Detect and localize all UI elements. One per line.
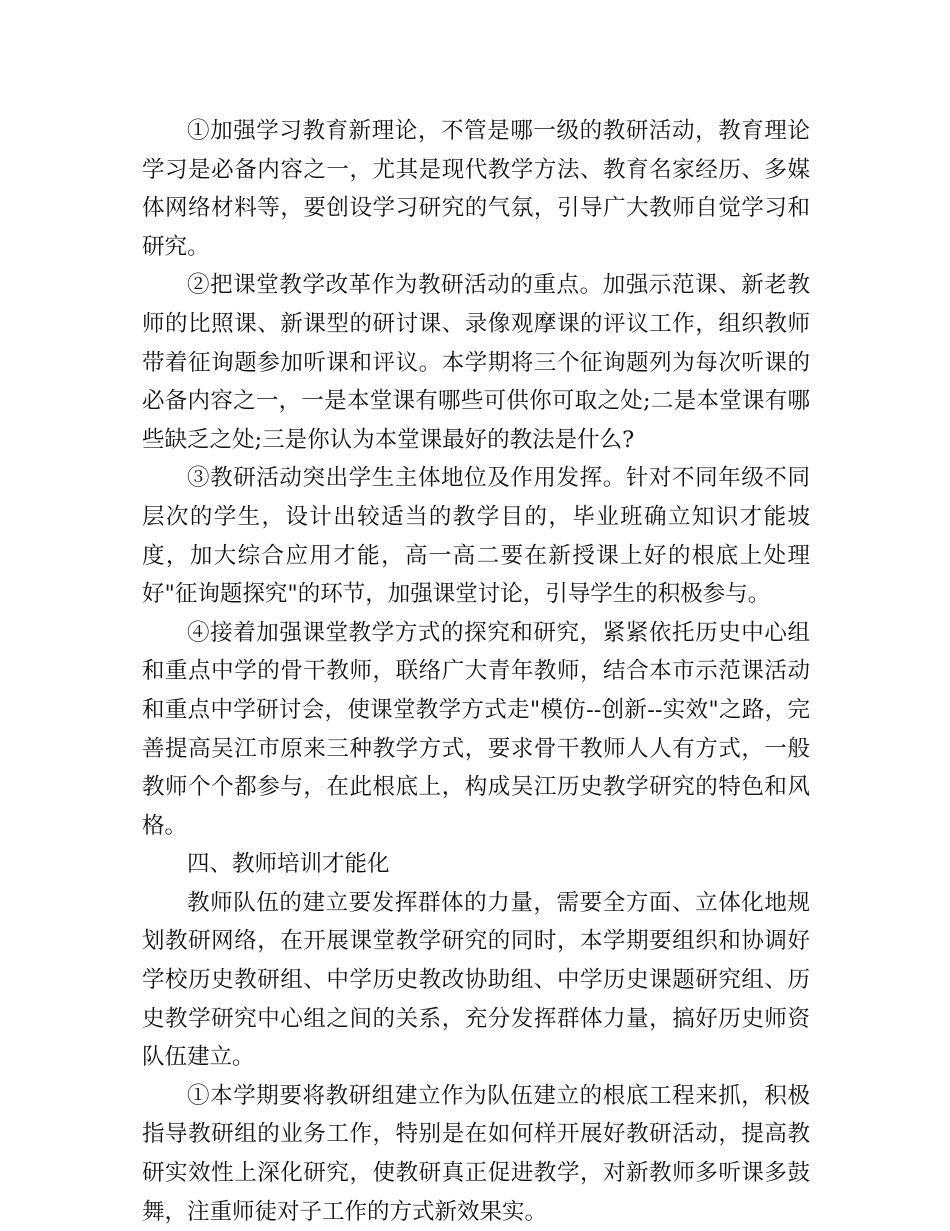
paragraph-5: 教师队伍的建立要发挥群体的力量，需要全方面、立体化地规划教研网络，在开展课堂教学研究的同时，本学期要组织和协调好学校历史教研组、中学历史教改协助组、中学历史课题研究组、历史教学研究中心组之间的关系，充分发挥群体力量，搞好历史师资队伍建立。 — [142, 889, 810, 1071]
document-body — [142, 112, 810, 1231]
paragraph-1: ①加强学习教育新理论，不管是哪一级的教研活动，教育理论学习是必备内容之一，尤其是现代教学方法、教育名家经历、多媒体网络材料等，要创设学习研究的气氛，引导广大教师自觉学习和研究。 — [142, 118, 810, 260]
paragraph-6: ①本学期要将教研组建立作为队伍建立的根底工程来抓，积极指导教研组的业务工作，特别是在如何样开展好教研活动，提高教研实效性上深化研究，使教研真正促进教学，对新教师多听课多鼓舞，注重师徒对子工作的方式新效果实。 — [142, 1082, 810, 1225]
paragraph-4: ④接着加强课堂教学方式的探究和研究，紧紧依托历史中心组和重点中学的骨干教师，联络广大青年教师，结合本市示范课活动和重点中学研讨会，使课堂教学方式走"模仿--创新--实效"之路，完善提高吴江市原来三种教学方式，要求骨干教师人人有方式，一般教师个个都参与，在此根底上，构成吴江历史教学研究的特色和风格。 — [142, 619, 810, 839]
paragraph-2: ②把课堂教学改革作为教研活动的重点。加强示范课、新老教师的比照课、新课型的研讨课、录像观摩课的评议工作，组织教师带着征询题参加听课和评议。本学期将三个征询题列为每次听课的必备内容之一，一是本堂课有哪些可供你可取之处;二是本堂课有哪些缺乏之处;三是你认为本堂课最好的教法是什么? — [142, 272, 810, 453]
section-heading: 四、教师培训才能化 — [187, 851, 390, 878]
paragraph-3: ③教研活动突出学生主体地位及作用发挥。针对不同年级不同层次的学生，设计出较适当的教学目的，毕业班确立知识才能坡度，加大综合应用才能，高一高二要在新授课上好的根底上处理好"征询题探究"的环节，加强课堂讨论，引导学生的积极参与。 — [142, 465, 810, 608]
